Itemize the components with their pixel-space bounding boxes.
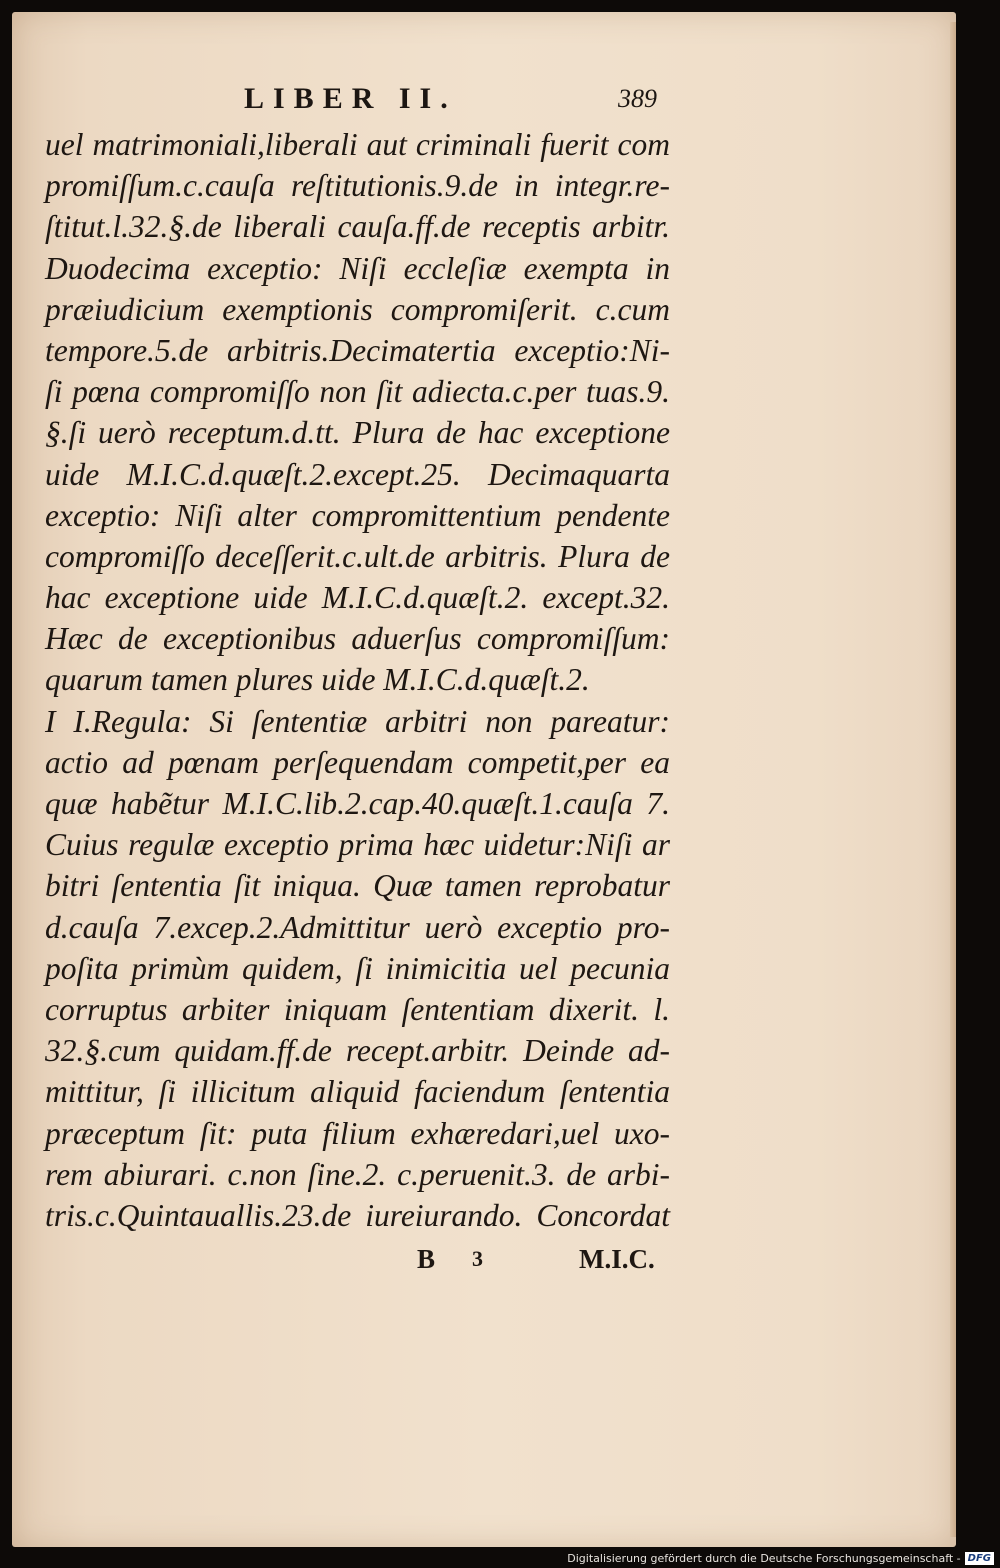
text-line: ſi pœna compromiſſo non ſit adiecta.c.per tuas.9. <box>45 374 670 410</box>
text-line: Duodecima exceptio: Niſi eccleſiæ exempta in <box>45 250 670 286</box>
text-line: Hæc de exceptionibus aduerſus compromiſſum: <box>45 621 670 657</box>
book-page <box>12 12 956 1547</box>
signature-mark: B <box>417 1244 438 1274</box>
text-line: mittitur, ſi illicitum aliquid faciendum ſententia <box>45 1074 670 1110</box>
text-line: exceptio: Niſi alter compromittentium pendente <box>45 497 670 533</box>
text-line: actio ad pœnam perſequendam competit,per ea <box>45 744 670 780</box>
text-line: Cuius regulæ exceptio prima hæc uidetur:Niſi ar <box>45 827 670 863</box>
text-line: quæ habẽtur M.I.C.lib.2.cap.40.quæſt.1.cauſa 7. <box>45 786 670 821</box>
text-line: rem abiurari. c.non ſine.2. c.peruenit.3. de arbi- <box>45 1156 670 1192</box>
text-line: §.ſi uerò receptum.d.tt. Plura de hac exceptione <box>45 415 670 451</box>
folio-number: 389 <box>618 84 657 113</box>
catchword: M.I.C. <box>579 1244 655 1274</box>
page-footer <box>12 1244 667 1284</box>
running-title: LIBER II. <box>244 82 457 115</box>
text-line: tris.c.Quintauallis.23.de iureiurando. Concordat <box>45 1197 670 1233</box>
text-line: uide M.I.C.d.quæſt.2.except.25. Decimaquarta <box>45 456 670 492</box>
signature-number: 3 <box>472 1246 483 1271</box>
text-line: compromiſſo deceſſerit.c.ult.de arbitris. Plura de <box>45 538 670 574</box>
text-line: quarum tamen plures uide M.I.C.d.quæſt.2. <box>45 662 590 698</box>
text-line: 32.§.cum quidam.ff.de recept.arbitr. Deinde ad- <box>45 1033 670 1069</box>
credit-text: Digitalisierung gefördert durch die Deutsche Forschungsgemeinschaft - <box>567 1552 961 1565</box>
text-line: præiudicium exemptionis compromiſerit. c.cum <box>45 291 670 327</box>
text-line: corruptus arbiter iniquam ſententiam dixerit. l. <box>45 991 670 1027</box>
page-header <box>32 82 657 122</box>
text-line: uel matrimoniali,liberali aut criminali fuerit com <box>45 127 670 162</box>
text-line: d.cauſa 7.excep.2.Admittitur uerò exceptio pro- <box>45 909 670 945</box>
page-edge <box>950 22 956 1537</box>
body-text <box>45 124 670 1236</box>
text-line: bitri ſententia ſit iniqua. Quæ tamen reprobatur <box>45 868 670 904</box>
text-line: poſita primùm quidem, ſi inimicitia uel pecunia <box>45 950 670 986</box>
text-line: promiſſum.c.cauſa reſtitutionis.9.de in integr.re- <box>45 168 670 204</box>
text-line: I I.Regula: Si ſententiæ arbitri non pareatur: <box>45 703 670 739</box>
text-line: hac exceptione uide M.I.C.d.quæſt.2. except.32. <box>45 580 670 616</box>
dfg-logo: DFG <box>965 1552 994 1565</box>
digitization-credit <box>567 1552 994 1565</box>
text-line: ſtitut.l.32.§.de liberali cauſa.ff.de receptis arbitr. <box>45 209 670 245</box>
text-line: præceptum ſit: puta filium exhæredari,uel uxo- <box>45 1115 670 1151</box>
text-line: tempore.5.de arbitris.Decimatertia exceptio:Ni- <box>45 332 670 368</box>
